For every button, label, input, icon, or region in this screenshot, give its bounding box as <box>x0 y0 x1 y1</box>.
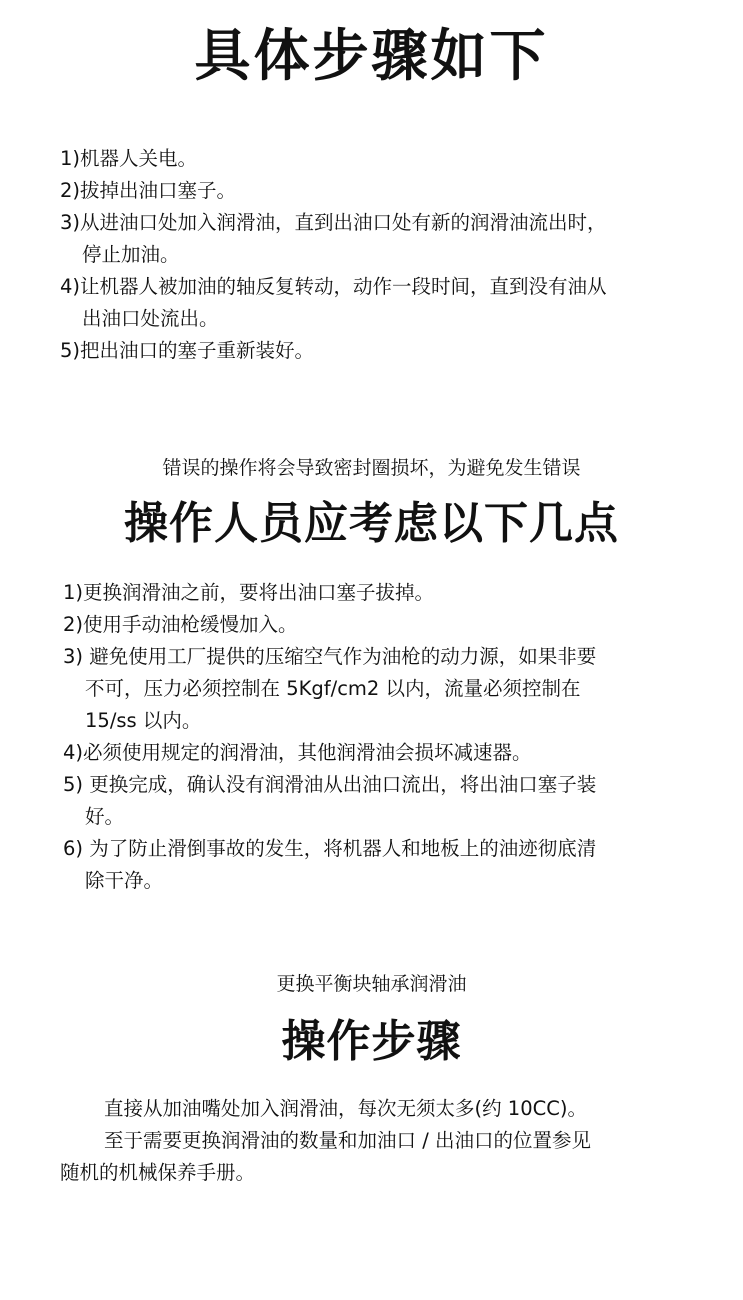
paragraph-line: 至于需要更换润滑油的数量和加油口 / 出油口的位置参见 <box>104 1129 591 1152</box>
point-text: 3) 避免使用工厂提供的压缩空气作为油枪的动力源，如果非要 <box>63 645 597 668</box>
instructions-paragraph <box>60 1093 700 1189</box>
point-text-continued: 除干净。 <box>85 869 164 892</box>
step-text: 2)拔掉出油口塞子。 <box>60 179 237 202</box>
list-item <box>60 175 607 207</box>
list-item <box>63 609 596 641</box>
point-text-continued: 不可，压力必须控制在 5Kgf/cm2 以内，流量必须控制在 <box>85 677 581 700</box>
list-item <box>60 143 607 175</box>
point-text: 4)必须使用规定的润滑油，其他润滑油会损坏减速器。 <box>63 741 532 764</box>
list-item <box>63 641 596 737</box>
page-title: 具体步骤如下 <box>194 24 549 89</box>
point-text-continued: 15/ss 以内。 <box>85 709 202 732</box>
section-subtitle: 更换平衡块轴承润滑油 <box>276 973 467 995</box>
points-list <box>63 577 596 897</box>
step-text: 5)把出油口的塞子重新装好。 <box>60 339 315 362</box>
paragraph-line: 随机的机械保养手册。 <box>60 1161 256 1184</box>
list-item <box>63 577 596 609</box>
paragraph-line: 直接从加油嘴处加入润滑油，每次无须太多(约 10CC)。 <box>104 1097 587 1120</box>
section-title: 操作人员应考虑以下几点 <box>124 498 619 549</box>
section-title: 操作步骤 <box>281 1016 462 1067</box>
section-subtitle: 错误的操作将会导致密封圈损坏，为避免发生错误 <box>162 457 581 479</box>
list-item <box>63 833 596 897</box>
point-text: 6) 为了防止滑倒事故的发生，将机器人和地板上的油迹彻底清 <box>63 837 597 860</box>
list-item <box>60 335 607 367</box>
point-text-continued: 好。 <box>85 805 125 828</box>
list-item <box>60 271 607 335</box>
step-text: 1)机器人关电。 <box>60 147 198 170</box>
step-text: 4)让机器人被加油的轴反复转动，动作一段时间，直到没有油从 <box>60 275 607 298</box>
steps-list <box>60 143 607 367</box>
point-text: 5) 更换完成，确认没有润滑油从出油口流出，将出油口塞子装 <box>63 773 597 796</box>
list-item <box>63 769 596 833</box>
point-text: 2)使用手动油枪缓慢加入。 <box>63 613 298 636</box>
point-text: 1)更换润滑油之前，要将出油口塞子拔掉。 <box>63 581 435 604</box>
list-item <box>60 207 607 271</box>
step-text-continued: 出油口处流出。 <box>82 307 219 330</box>
step-text-continued: 停止加油。 <box>82 243 180 266</box>
step-text: 3)从进油口处加入润滑油，直到出油口处有新的润滑油流出时， <box>60 211 607 234</box>
list-item <box>63 737 596 769</box>
